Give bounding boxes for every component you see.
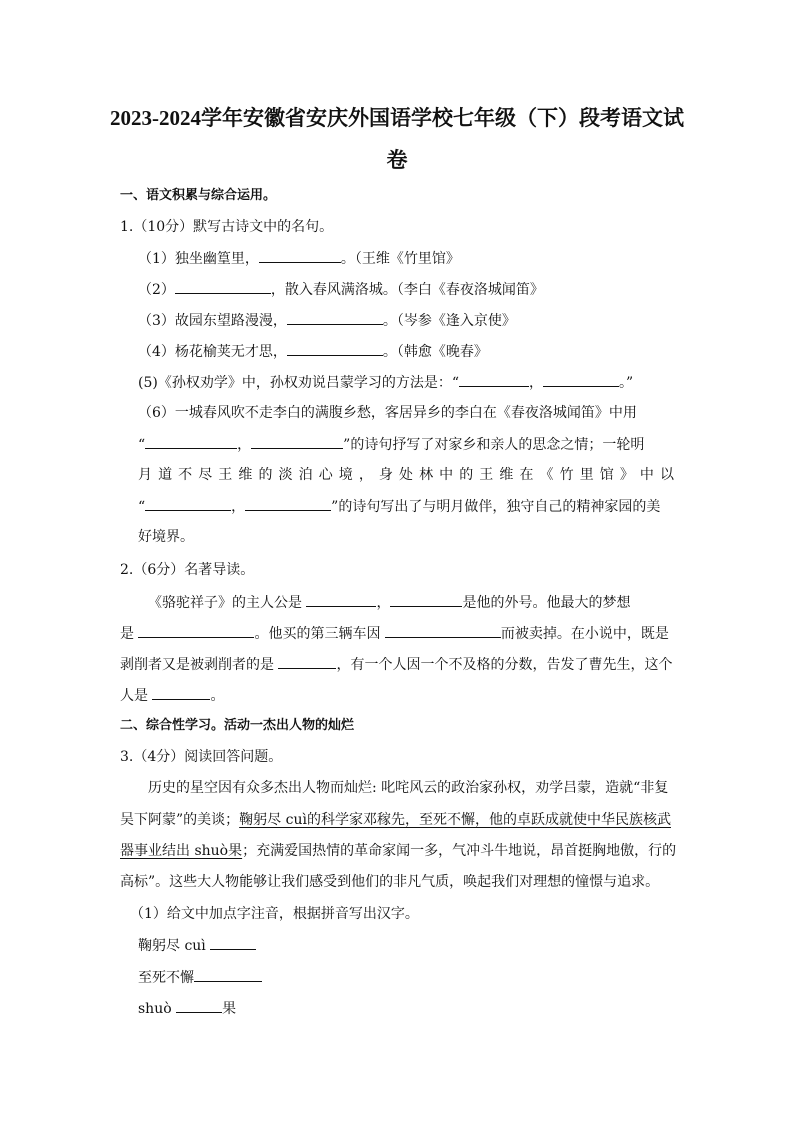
item-text: 剥削者又是被剥削者的是 [120,657,279,673]
passage-text: 吴下阿蒙”的美谈； [120,812,240,828]
question-1-item-6-line-4 [138,496,660,517]
question-2-line-2 [120,623,669,644]
question-1-item-6-line-1: （6）一城春风吹不走李白的满腹乡愁，客居异乡的李白在《春夜洛城闻笛》中用 [138,405,637,421]
item-text: 而被卖掉。在小说中，既是 [500,626,669,642]
answer-blank[interactable] [390,592,462,607]
item-text: 。（韩愈《晚春》 [382,344,488,360]
passage-line-1: 历史的星空因有众多杰出人物而灿烂: 叱咤风云的政治家孙权，劝学吕蒙，造就“非复 [148,780,669,796]
question-1-item-1 [138,248,460,269]
item-text: 。（岑参《逢入京使》 [382,313,516,329]
question-1-item-4 [138,341,488,362]
question-1-item-6-line-5: 好境界。 [138,529,194,545]
answer-blank[interactable] [259,248,341,263]
answer-blank[interactable] [194,967,262,982]
item-text: （1）独坐幽篁里， [138,251,259,267]
item-text: ， [237,437,252,453]
answer-blank[interactable] [245,496,331,511]
item-text: 。（王维《竹里馆》 [340,251,460,267]
question-1-item-5 [138,372,633,393]
item-text: （2） [138,282,175,298]
question-2-line-3 [120,654,672,675]
item-text: ”的诗句抒写了对家乡和亲人的思念之情；一轮明 [343,437,645,453]
item-text: 是 [120,626,139,642]
answer-blank[interactable] [145,496,231,511]
answer-blank[interactable] [459,372,529,387]
item-text: 。他买的第三辆车因 [254,626,385,642]
answer-blank[interactable] [385,623,501,638]
page-title: 2023-2024学年安徽省安庆外国语学校七年级（下）段考语文试 [110,106,684,130]
answer-blank[interactable] [210,935,256,950]
answer-blank[interactable] [176,998,222,1013]
answer-line-2 [138,967,262,988]
section-heading-1: 一、语文积累与综合运用。 [120,188,277,203]
answer-blank[interactable] [306,592,376,607]
question-1-stem: 1.（10分）默写古诗文中的名句。 [120,219,334,235]
item-text: 《骆驼祥子》的主人公是 [148,595,307,611]
item-text: （4）杨花榆荚无才思， [138,344,287,360]
item-text: 人是 [120,688,153,704]
answer-blank[interactable] [138,623,254,638]
answer-blank[interactable] [543,372,619,387]
answer-blank[interactable] [152,685,210,700]
item-text: ， [231,499,246,515]
passage-line-2 [120,810,671,830]
item-text: 鞠躬尽 cuì [138,938,211,954]
question-1-item-6-line-3: 月道不尽王维的淡泊心境，身处林中的王维在《竹里馆》中以 [138,467,674,483]
question-3-stem: 3.（4分）阅读回答问题。 [120,749,283,765]
item-text: ，有一个人因一个不及格的分数，告发了曹先生，这个 [336,657,673,673]
answer-blank[interactable] [278,654,336,669]
question-2-line-1 [148,592,630,613]
item-text: ”的诗句写出了与明月做伴，独守自己的精神家园的美 [331,499,661,515]
answer-blank[interactable] [145,434,237,449]
question-1-item-3 [138,310,516,331]
item-text: 。” [619,375,634,391]
item-text: （3）故园东望路漫漫， [138,313,287,329]
passage-line-4: 高标”。这些大人物能够让我们感受到他们的非凡气质，唤起我们对理想的憧憬与追求。 [120,874,660,890]
item-text: 。 [210,688,225,704]
answer-blank[interactable] [287,310,383,325]
answer-blank[interactable] [251,434,343,449]
question-2-stem: 2.（6分）名著导读。 [120,562,255,578]
page-title-continued: 卷 [386,148,408,172]
item-text: 至死不懈 [138,970,194,986]
passage-line-3 [120,841,676,861]
answer-blank[interactable] [287,341,383,356]
passage-text: ；充满爱国热情的革命家闻一多，气冲斗牛地说，昂首挺胸地傲，行的 [242,843,677,859]
question-1-item-2 [138,279,544,300]
underlined-passage-text: 鞠躬尽 cuì的科学家邓稼先，至死不懈，他的卓跃成就使中华民族核武 [239,812,671,828]
underlined-passage-text: 器事业结出 shuò果 [120,843,243,859]
question-1-item-6-line-2 [138,434,644,455]
answer-blank[interactable] [175,279,271,294]
item-text: shuò [138,1001,177,1017]
item-text: “ [138,499,146,515]
answer-line-1 [138,935,256,956]
item-text: 果 [222,1001,237,1017]
item-text: (5)《孙权劝学》中，孙权劝说吕蒙学习的方法是：“ [138,375,459,391]
item-text: ， [376,595,391,611]
item-text: 是他的外号。他最大的梦想 [462,595,631,611]
section-heading-2: 二、综合性学习。活动一杰出人物的灿烂 [120,718,355,733]
item-text: “ [138,437,146,453]
item-text: ，散入春风满洛城。（李白《春夜洛城闻笛》 [270,282,544,298]
question-2-line-4 [120,685,224,706]
question-3-subquestion-1: （1）给文中加点字注音，根据拼音写出汉字。 [130,906,419,922]
answer-line-3 [138,998,236,1019]
item-text: ， [529,375,543,391]
